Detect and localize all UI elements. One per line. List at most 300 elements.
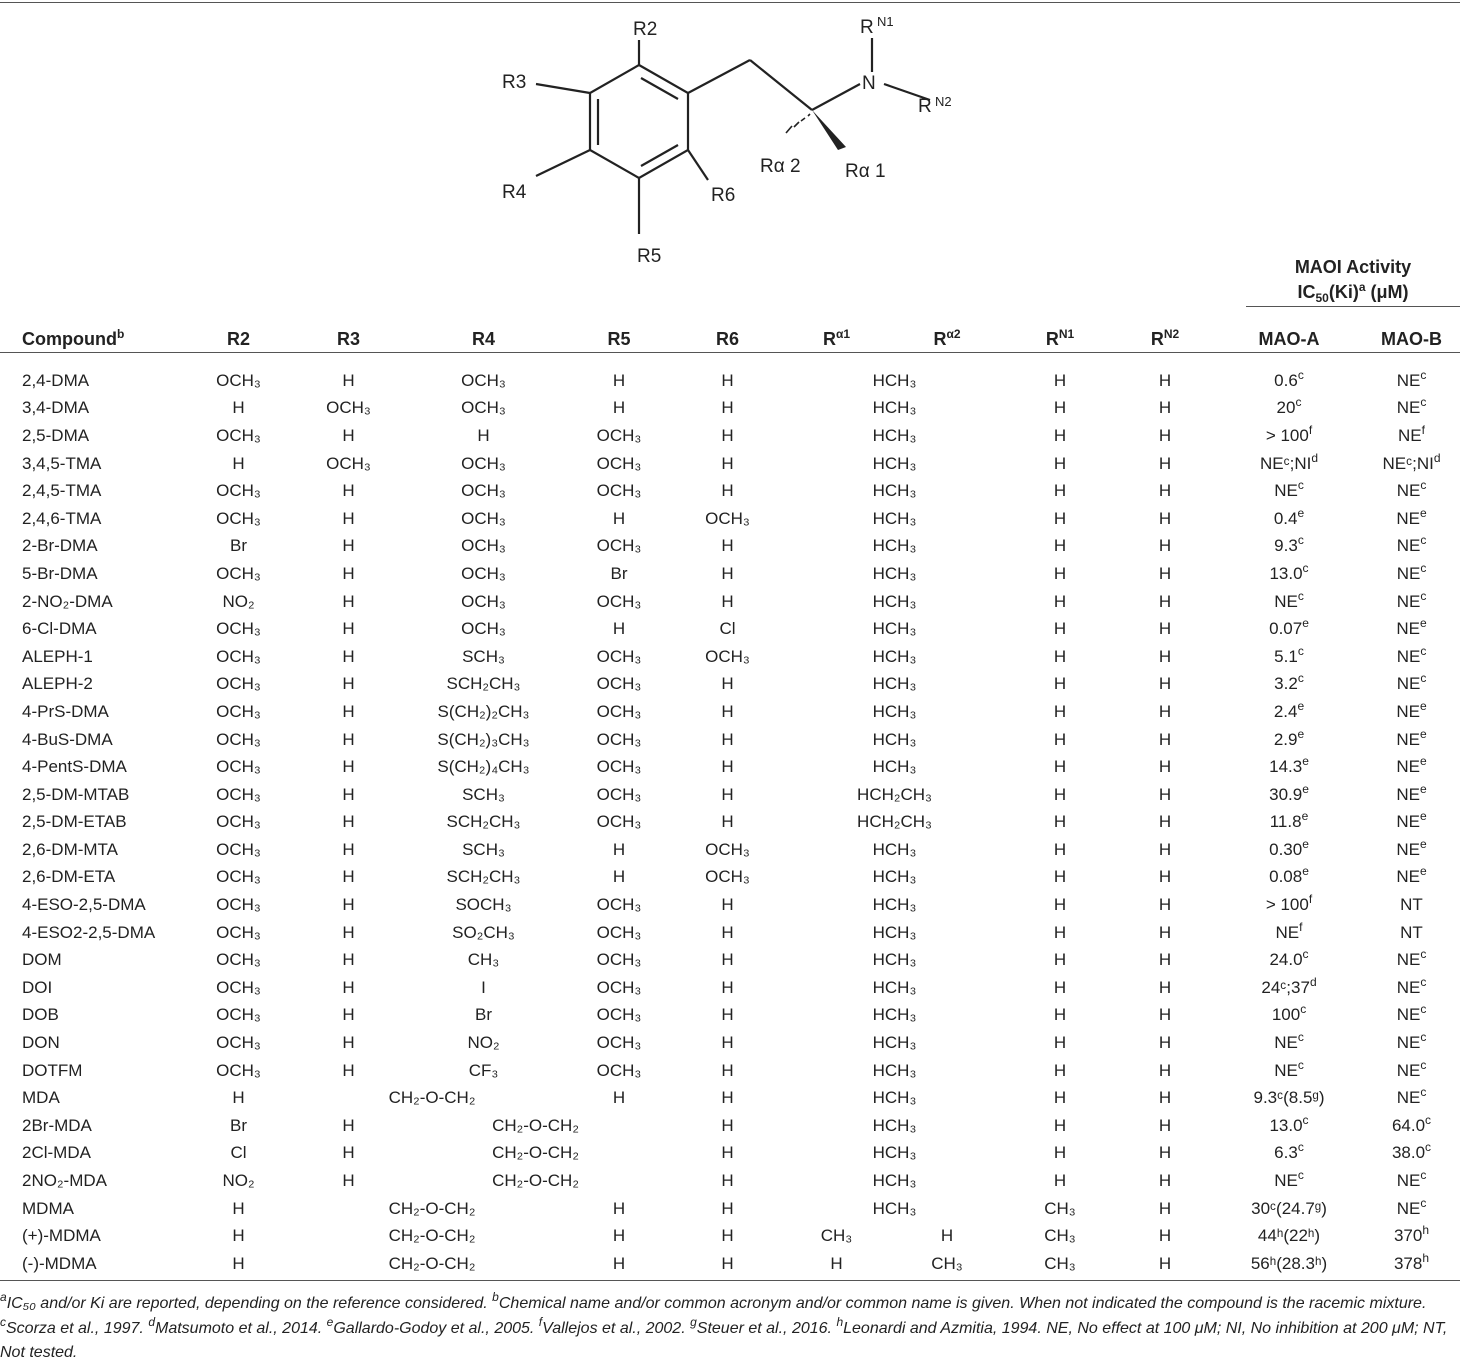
cell-r5: OCH₃ — [596, 757, 642, 777]
col-r6: R6 — [671, 323, 784, 353]
cell-ralpha: HCH₃ — [872, 867, 917, 887]
cell-ralpha: HCH₃ — [872, 1060, 917, 1080]
cell-rn1: H — [1053, 922, 1067, 942]
cell-rn1: H — [1053, 563, 1067, 583]
cell-rn2: H — [1158, 481, 1172, 501]
cell-mao-a: 56ʰ(28.3ʰ) — [1215, 1250, 1363, 1280]
cell-ralpha: HCH₃ — [872, 370, 917, 390]
cell-r2: OCH₃ — [216, 729, 261, 749]
cell-r4: I — [481, 977, 486, 997]
cell-rn1: H — [1053, 839, 1067, 859]
table-row — [0, 1167, 1460, 1195]
cell-mao-b: $NE^c$ — [1396, 478, 1427, 501]
table-row — [0, 450, 1460, 478]
cell-mao-b: $NE^e$ — [1396, 698, 1427, 721]
cell-r5: H — [612, 619, 626, 639]
cell-r6: H — [721, 370, 734, 390]
maoi-group-rule — [1246, 306, 1460, 307]
cell-rn2: H — [1158, 591, 1172, 611]
cell-r3: OCH₃ — [326, 453, 371, 473]
cell-r3: H — [342, 1005, 355, 1025]
cell-r3: H — [342, 757, 355, 777]
cell-r4: OCH₃ — [461, 370, 506, 390]
col-r4: R4 — [400, 323, 567, 353]
col-mao-b: MAO-B — [1363, 323, 1460, 353]
cell-ralpha: HCH₃ — [872, 481, 917, 501]
cell-r4: OCH₃ — [461, 481, 506, 501]
cell-r4: SCH₂CH₃ — [446, 674, 521, 694]
cell-r2: OCH₃ — [216, 370, 261, 390]
cell-mao-a: 20$^c$ — [1276, 395, 1302, 418]
cell-r3: OCH₃ — [326, 398, 371, 418]
cell-rn2: H — [1158, 867, 1172, 887]
label-rn2: R — [918, 96, 932, 117]
cell-r6: H — [721, 950, 734, 970]
cell-mao-a: 0.07e — [1269, 616, 1309, 639]
wedge-bond — [812, 110, 846, 150]
cell-rn1: H — [1053, 812, 1067, 832]
cell-mao-b: NT — [1400, 895, 1423, 915]
table-body — [0, 353, 1460, 1281]
cell-compound: DOM — [22, 950, 62, 970]
table-row — [0, 946, 1460, 974]
cell-r5: H — [612, 1226, 626, 1246]
cell-ralpha: HCH₃ — [872, 922, 917, 942]
cell-r3: H — [342, 867, 355, 887]
cell-rn1: CH₃ — [1044, 1198, 1076, 1218]
cell-r5: H — [612, 508, 626, 528]
cell-ralpha2: CH₃ — [889, 1250, 1005, 1280]
cell-r2: Cl — [230, 1143, 247, 1163]
cell-r3: H — [342, 895, 355, 915]
table-row — [0, 615, 1460, 643]
cell-r4: OCH₃ — [461, 619, 506, 639]
cell-r4-r5: CH₂-O-CH₂ — [492, 1143, 579, 1163]
cell-r6: H — [671, 1250, 784, 1280]
cell-compound: 4-PentS-DMA — [22, 757, 127, 777]
cell-r3: H — [342, 1060, 355, 1080]
table-row — [0, 1002, 1460, 1030]
compound-table — [0, 323, 1460, 1281]
table-row — [0, 1222, 1460, 1250]
cell-rn2: H — [1158, 701, 1172, 721]
col-ralpha2: $R^{\alpha 2}$ — [889, 323, 1005, 353]
cell-r6: H — [721, 1115, 734, 1135]
cell-ralpha: HCH₂CH₃ — [857, 784, 932, 804]
cell-rn2: H — [1158, 370, 1172, 390]
cell-r6: H — [721, 1088, 734, 1108]
cell-ralpha: HCH₃ — [872, 1005, 917, 1025]
cell-rn2: H — [1158, 1171, 1172, 1191]
cell-mao-a: 0.30e — [1269, 836, 1309, 859]
table-row — [0, 781, 1460, 809]
cell-r5: H — [612, 370, 626, 390]
cell-ralpha: HCH₃ — [872, 839, 917, 859]
cell-mao-b: $NE^c$ — [1396, 974, 1427, 997]
hashed-bond — [786, 114, 810, 133]
cell-mao-a: 0.08e — [1269, 864, 1309, 887]
cell-rn2: H — [1158, 453, 1172, 473]
cell-mao-a: 9.3$^c$ — [1274, 533, 1304, 556]
cell-rn2: H — [1158, 425, 1172, 445]
cell-rn2: H — [1158, 646, 1172, 666]
table-row — [0, 367, 1460, 395]
cell-mao-b: $NE^c$ — [1396, 533, 1427, 556]
cell-ralpha: HCH₃ — [872, 619, 917, 639]
table-row — [0, 726, 1460, 754]
cell-r3: H — [342, 370, 355, 390]
cell-compound: 2,5-DM-MTAB — [22, 784, 130, 804]
cell-rn2: H — [1158, 536, 1172, 556]
cell-ralpha: HCH₃ — [872, 1143, 917, 1163]
cell-mao-b: $NE^c$ — [1396, 588, 1427, 611]
cell-r6: H — [721, 729, 734, 749]
cell-rn1: H — [1053, 1115, 1067, 1135]
cell-r3: H — [342, 619, 355, 639]
cell-r2: OCH₃ — [216, 867, 261, 887]
cell-mao-a: $NE^c$ — [1274, 588, 1304, 611]
cell-rn2: H — [1158, 1226, 1172, 1246]
cell-ralpha: HCH₃ — [872, 674, 917, 694]
cell-compound: 2Cl-MDA — [22, 1143, 91, 1163]
chemical-structure-diagram — [0, 0, 1460, 280]
cell-r3: H — [342, 1171, 355, 1191]
table-row — [0, 864, 1460, 892]
cell-ralpha: HCH₃ — [872, 425, 917, 445]
cell-r2: OCH₃ — [216, 481, 261, 501]
cell-ralpha: HCH₃ — [872, 646, 917, 666]
table-row — [0, 974, 1460, 1002]
cell-r2: OCH₃ — [216, 757, 261, 777]
cell-mao-b: $NEᶜ;NI^d$ — [1382, 450, 1441, 473]
cell-r6: H — [721, 536, 734, 556]
cell-mao-b: $NE^c$ — [1396, 367, 1427, 390]
cell-mao-b: $NE^e$ — [1396, 726, 1427, 749]
cell-r2: Br — [230, 1115, 247, 1135]
cell-r3: H — [342, 1115, 355, 1135]
cell-compound: DON — [22, 1033, 60, 1053]
cell-ralpha: HCH₃ — [872, 950, 917, 970]
cell-r3: H — [342, 674, 355, 694]
cell-r6: H — [721, 1226, 734, 1246]
cell-rn1: H — [1053, 1005, 1067, 1025]
cell-r6: H — [721, 1171, 734, 1191]
cell-r5: OCH₃ — [596, 977, 642, 997]
cell-compound: (+)-MDMA — [22, 1226, 101, 1246]
cell-r4: CH₃ — [467, 950, 500, 970]
col-rn1: $R^{N1}$ — [1005, 323, 1115, 353]
cell-rn1: H — [1053, 729, 1067, 749]
cell-compound: ALEPH-2 — [22, 674, 93, 694]
cell-ralpha: HCH₃ — [872, 563, 917, 583]
cell-mao-a: 3.2$^c$ — [1274, 671, 1304, 694]
cell-r3: H — [342, 563, 355, 583]
label-r3: R3 — [502, 72, 527, 93]
cell-ralpha: HCH₃ — [872, 701, 917, 721]
cell-mao-a: 13.0$^c$ — [1269, 560, 1309, 583]
table-row — [0, 395, 1460, 423]
table-spacer — [0, 353, 1460, 368]
cell-ralpha1: CH₃ — [820, 1226, 853, 1246]
maoi-activity-title: MAOI Activity — [1294, 257, 1412, 277]
cell-r3-r4: CH₂-O-CH₂ — [388, 1088, 476, 1108]
cell-r2: H — [232, 1226, 245, 1246]
cell-mao-b: $NE^c$ — [1396, 671, 1427, 694]
cell-r5: OCH₃ — [596, 922, 642, 942]
cell-r6: H — [721, 563, 734, 583]
cell-r5: H — [612, 1198, 626, 1218]
label-r6: R6 — [711, 185, 736, 206]
cell-r4: OCH₃ — [461, 398, 506, 418]
cell-r5: OCH₃ — [596, 701, 642, 721]
cell-ralpha: HCH₃ — [872, 729, 917, 749]
cell-compound: ALEPH-1 — [22, 646, 93, 666]
cell-compound: MDA — [22, 1088, 60, 1108]
cell-r4: H — [477, 425, 490, 445]
table-row — [0, 1195, 1460, 1223]
label-ralpha2: Rα 2 — [760, 156, 801, 177]
cell-r6: H — [721, 1198, 734, 1218]
cell-r4: CF₃ — [468, 1060, 499, 1080]
cell-rn1: H — [1053, 757, 1067, 777]
cell-r6: Cl — [719, 619, 736, 639]
table-row — [0, 836, 1460, 864]
cell-mao-b: $NE^c$ — [1396, 1002, 1427, 1025]
benzene-ring — [590, 65, 688, 178]
col-rn2: $R^{N2}$ — [1115, 323, 1215, 353]
cell-rn1: H — [1053, 1033, 1067, 1053]
cell-rn1: H — [1053, 1171, 1067, 1191]
cell-r6: OCH₃ — [705, 646, 750, 666]
cell-rn1: H — [1053, 591, 1067, 611]
cell-r3: H — [342, 812, 355, 832]
cell-r6: H — [721, 784, 734, 804]
cell-r5: OCH₃ — [596, 425, 642, 445]
cell-r5: OCH₃ — [596, 646, 642, 666]
cell-r5: OCH₃ — [596, 1005, 642, 1025]
cell-rn2: H — [1158, 563, 1172, 583]
cell-r3: H — [342, 1143, 355, 1163]
cell-r4: SCH₃ — [462, 646, 505, 666]
cell-compound: MDMA — [22, 1198, 74, 1218]
cell-rn2: H — [1158, 1005, 1172, 1025]
cell-r5: OCH₃ — [596, 481, 642, 501]
cell-compound: DOTFM — [22, 1060, 83, 1080]
col-r2: R2 — [180, 323, 297, 353]
cell-mao-a: 24.0$^c$ — [1269, 947, 1309, 970]
cell-mao-a: > $100^f$ — [1265, 422, 1313, 445]
cell-r2: OCH₃ — [216, 646, 261, 666]
cell-mao-a: $NEᶜ;NI^d$ — [1259, 450, 1319, 473]
label-r4: R4 — [502, 182, 527, 203]
cell-mao-a: 6.3$^c$ — [1274, 1140, 1304, 1163]
cell-r5: H — [567, 1250, 671, 1280]
table-row — [0, 533, 1460, 561]
cell-r6: H — [721, 701, 734, 721]
cell-compound: 2,4-DMA — [22, 370, 90, 390]
cell-rn2: H — [1158, 812, 1172, 832]
cell-r2: OCH₃ — [216, 812, 261, 832]
cell-r3: H — [342, 701, 355, 721]
cell-rn1: H — [1053, 425, 1067, 445]
cell-rn2: H — [1158, 977, 1172, 997]
cell-r5: OCH₃ — [596, 674, 642, 694]
cell-mao-b: $NE^c$ — [1396, 1030, 1427, 1053]
cell-ralpha: HCH₃ — [872, 591, 917, 611]
cell-compound: 4-BuS-DMA — [22, 729, 113, 749]
cell-r4: SCH₃ — [462, 839, 505, 859]
cell-rn1: H — [1053, 370, 1067, 390]
cell-r5: OCH₃ — [596, 950, 642, 970]
cell-r3: H — [342, 839, 355, 859]
cell-r6: H — [721, 453, 734, 473]
cell-r4: OCH₃ — [461, 453, 506, 473]
label-ralpha1: Rα 1 — [845, 161, 886, 182]
table-footnote: $^a$IC₅₀ and/or Ki are reported, depending on the reference considered. $^b$Chemical name and/or common acronym and/or common name is given. When not indicated the compound is the racemic mixture. $^c$Scorza et al., 1997. $^d$Matsumoto et al., 2014. $^e$Gallardo-Godoy et al., 2005. $^f$Vallejos et al., 2002. $^g$Steuer et al., 2016. $^h$Leonardi and Azmitia, 1994. NE, No effect at 100 μM; NI, No inhibition at 200 μM; NT, Not tested. — [0, 1290, 1448, 1361]
col-mao-a: MAO-A — [1215, 323, 1363, 353]
table-row — [0, 1250, 1460, 1280]
cell-r4: SCH₃ — [462, 784, 505, 804]
cell-ralpha: HCH₃ — [872, 398, 917, 418]
cell-rn1: H — [1053, 398, 1067, 418]
cell-r5: OCH₃ — [596, 784, 642, 804]
cell-r4: OCH₃ — [461, 563, 506, 583]
cell-r2: OCH₃ — [216, 895, 261, 915]
cell-r5: OCH₃ — [596, 591, 642, 611]
cell-rn2: H — [1158, 619, 1172, 639]
cell-r4: NO₂ — [467, 1033, 500, 1053]
cell-mao-b: $NE^e$ — [1396, 864, 1427, 887]
cell-r2: OCH₃ — [216, 839, 261, 859]
col-r5: R5 — [567, 323, 671, 353]
table-row — [0, 643, 1460, 671]
header-row — [0, 323, 1460, 353]
table-row — [0, 1112, 1460, 1140]
cell-r3: H — [342, 729, 355, 749]
cell-mao-b: 38.0$^c$ — [1391, 1140, 1432, 1163]
cell-ralpha: HCH₃ — [872, 1115, 917, 1135]
table-row — [0, 422, 1460, 450]
cell-r4: S(CH₂)₃CH₃ — [437, 729, 530, 749]
cell-r6: H — [721, 977, 734, 997]
maoi-activity-header — [1246, 255, 1460, 305]
cell-r5: OCH₃ — [596, 895, 642, 915]
cell-r4-r5: CH₂-O-CH₂ — [492, 1115, 579, 1135]
cell-mao-a: $NE^c$ — [1274, 478, 1304, 501]
cell-r4: OCH₃ — [461, 591, 506, 611]
cell-r6: H — [721, 481, 734, 501]
cell-r3: H — [342, 950, 355, 970]
cell-rn2: H — [1158, 1115, 1172, 1135]
cell-r6: H — [721, 757, 734, 777]
cell-rn2: H — [1158, 950, 1172, 970]
cell-r3: H — [342, 591, 355, 611]
cell-r3-r4: CH₂-O-CH₂ — [297, 1250, 567, 1280]
cell-compound: 2-NO₂-DMA — [22, 591, 113, 611]
cell-r6: H — [721, 674, 734, 694]
cell-compound: 2Br-MDA — [22, 1115, 92, 1135]
cell-r4: SCH₂CH₃ — [446, 867, 521, 887]
cell-mao-b: $NE^e$ — [1396, 754, 1427, 777]
cell-r3: H — [342, 784, 355, 804]
cell-r6: H — [721, 1033, 734, 1053]
cell-r2: OCH₃ — [216, 784, 261, 804]
cell-r2: OCH₃ — [216, 701, 261, 721]
cell-mao-a: 11.8e — [1269, 809, 1309, 832]
cell-r4: SOCH₃ — [455, 895, 512, 915]
label-n: N — [862, 73, 876, 94]
cell-r5: H — [612, 867, 626, 887]
cell-r5: OCH₃ — [596, 812, 642, 832]
cell-r5: OCH₃ — [596, 729, 642, 749]
cell-mao-b: $NE^e$ — [1396, 781, 1427, 804]
cell-rn1: H — [1053, 619, 1067, 639]
table-row — [0, 1140, 1460, 1168]
cell-compound: 2NO₂-MDA — [22, 1171, 107, 1191]
cell-r4: Br — [475, 1005, 492, 1025]
cell-mao-b: 378$^h$ — [1363, 1250, 1460, 1280]
cell-compound: 4-ESO2-2,5-DMA — [22, 922, 156, 942]
cell-r2: OCH₃ — [216, 508, 261, 528]
cell-mao-b: $NE^e$ — [1396, 836, 1427, 859]
col-compound: Compound$^b$ — [0, 323, 180, 353]
cell-compound: DOB — [22, 1005, 59, 1025]
cell-r6: OCH₃ — [705, 508, 750, 528]
cell-r3-r4: CH₂-O-CH₂ — [388, 1198, 476, 1218]
cell-compound: 2,4,6-TMA — [22, 508, 102, 528]
cell-r6: H — [721, 425, 734, 445]
cell-ralpha: HCH₃ — [872, 453, 917, 473]
cell-rn1: H — [1053, 895, 1067, 915]
cell-rn2: H — [1115, 1250, 1215, 1280]
cell-rn2: H — [1158, 1060, 1172, 1080]
cell-mao-b: 64.0$^c$ — [1391, 1112, 1432, 1135]
label-rn1-sup: N1 — [877, 14, 894, 29]
cell-mao-b: $NE^e$ — [1396, 616, 1427, 639]
cell-mao-a: 13.0$^c$ — [1269, 1112, 1309, 1135]
cell-mao-a: 9.3ᶜ(8.5ᵍ) — [1253, 1088, 1325, 1108]
cell-ralpha: HCH₃ — [872, 977, 917, 997]
cell-r4-r5: CH₂-O-CH₂ — [492, 1171, 579, 1191]
cell-mao-b: $NE^c$ — [1396, 643, 1427, 666]
cell-rn2: H — [1158, 1088, 1172, 1108]
cell-mao-a: $NE^f$ — [1275, 919, 1303, 942]
cell-mao-b: $NE^c$ — [1396, 1195, 1427, 1218]
label-r5: R5 — [637, 246, 662, 267]
col-r3: R3 — [297, 323, 400, 353]
cell-r6: OCH₃ — [705, 867, 750, 887]
table-row — [0, 809, 1460, 837]
cell-mao-a: $NE^c$ — [1274, 1168, 1304, 1191]
table-row — [0, 919, 1460, 947]
cell-mao-b: $NE^c$ — [1396, 1168, 1427, 1191]
cell-rn2: H — [1158, 674, 1172, 694]
cell-mao-a: 44ʰ(22ʰ) — [1257, 1226, 1321, 1246]
cell-mao-b: $NE^f$ — [1398, 422, 1425, 445]
cell-r6: OCH₃ — [705, 839, 750, 859]
cell-r5: OCH₃ — [596, 1060, 642, 1080]
cell-r2: NO₂ — [222, 1171, 255, 1191]
cell-mao-a: 24ᶜ;37$^d$ — [1261, 974, 1317, 997]
cell-mao-b: $NE^e$ — [1396, 505, 1427, 528]
cell-rn2: H — [1158, 398, 1172, 418]
cell-rn2: H — [1158, 1033, 1172, 1053]
cell-r3: H — [342, 481, 355, 501]
cell-rn2: H — [1158, 1198, 1172, 1218]
cell-rn1: H — [1053, 674, 1067, 694]
table-row — [0, 698, 1460, 726]
cell-r5: H — [612, 398, 626, 418]
